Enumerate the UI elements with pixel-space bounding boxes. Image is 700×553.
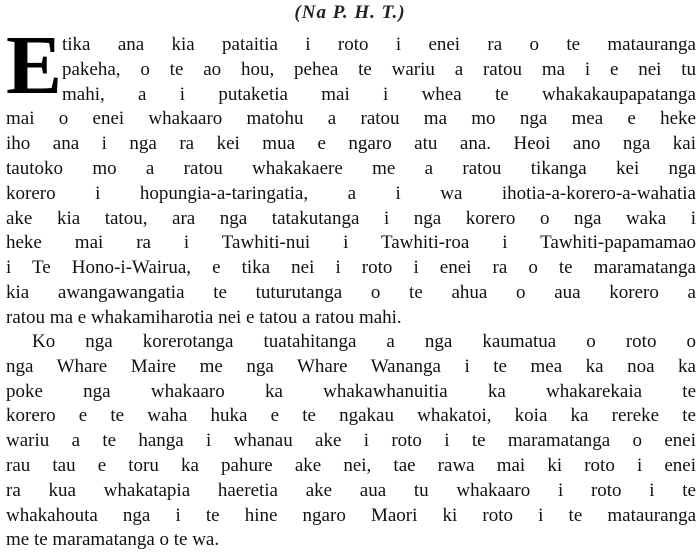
text-line: me te maramatanga o te wa. (6, 529, 220, 551)
text-line: rau tau e toru ka pahure ake nei, tae rawa mai ki roto i enei (6, 454, 696, 476)
text-line: kia awangawangatia te tuturutanga o te ahua o aua korero a (6, 281, 696, 303)
text-line: tika ana kia pataitia i roto i enei ra o te matauranga (62, 34, 696, 55)
text-line: iho ana i nga ra kei mua e ngaro atu ana. Heoi ano nga kai (6, 133, 696, 155)
text-line: wariu a te hanga i whanau ake i roto i te maramatanga o enei (6, 430, 696, 452)
paragraph-1-intro (62, 33, 696, 107)
text-line: heke mai ra i Tawhiti-nui i Tawhiti-roa i Tawhiti-papamamao (6, 232, 696, 254)
drop-cap: E (6, 19, 63, 112)
text-line: ake kia tatou, ara nga tatakutanga i nga korero o nga waka i (6, 207, 696, 229)
text-line: whakahouta nga i te hine ngaro Maori ki roto i te matauranga (6, 504, 696, 526)
byline: (Na P. H. T.) (294, 2, 406, 23)
text-line: korero i hopungia-a-taringatia, a i wa ihotia-a-korero-a-wahatia (6, 182, 696, 204)
text-line: ratou ma e whakamiharotia nei e tatou a ratou mahi. (6, 306, 402, 328)
text-line: poke nga whakaaro ka whakawhanuitia ka whakarekaia te (6, 380, 696, 402)
text-line: pakeha, o te ao hou, pehea te wariu a ratou ma i e nei tu (62, 58, 696, 80)
paragraph-2 (6, 330, 696, 553)
text-line: nga Whare Maire me nga Whare Wananga i te mea ka noa ka (6, 355, 696, 377)
paragraph-1-body (6, 107, 696, 330)
text-line: ra kua whakatapia haeretia ake aua tu whakaaro i roto i te (6, 479, 696, 501)
text-line: mai o enei whakaaro matohu a ratou ma mo nga mea e heke (6, 108, 696, 130)
text-line: mahi, a i putaketia mai i whea te whakakaupapatanga (62, 83, 696, 105)
text-line: korero e te waha huka e te ngakau whakatoi, koia ka rereke te (6, 405, 696, 427)
text-line: Ko nga korerotanga tuatahitanga a nga kaumatua o roto o (32, 331, 696, 352)
text-line: tautoko mo a ratou whakakaere me a ratou tikanga kei nga (6, 157, 696, 179)
text-line: i Te Hono-i-Wairua, e tika nei i roto i enei ra o te maramatanga (6, 257, 696, 279)
